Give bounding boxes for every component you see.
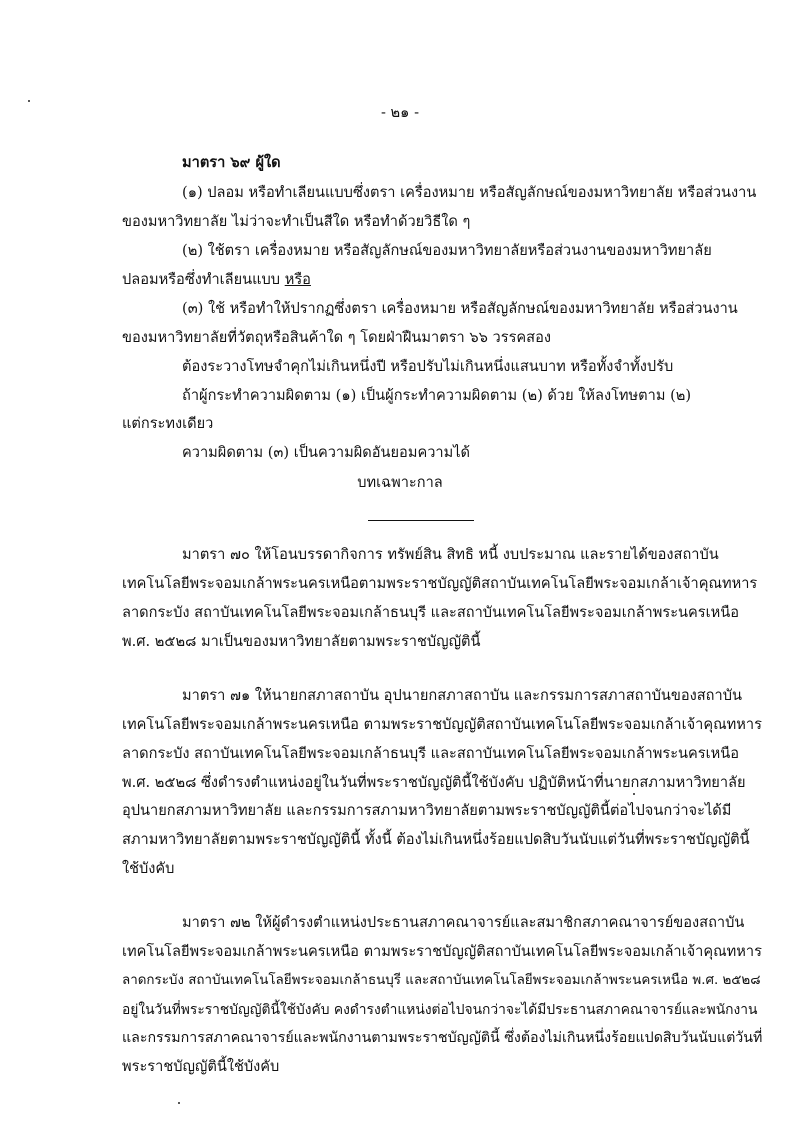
section-71-line: ลาดกระบัง สถาบันเทคโนโลยีพระจอมเกล้าธนบุรี และสถาบันเทคโนโลยีพระจอมเกล้าพระนครเหนือ	[122, 745, 739, 762]
section-71-line: สภามหาวิทยาลัยตามพระราชบัญญัตินี้ ทั้งนี้ ต้องไม่เกินหนึ่งร้อยแปดสิบวันนับแต่วันที่พระราชบัญญัตินี้	[122, 831, 750, 848]
section-69-line: แต่กระทงเดียว	[122, 415, 214, 432]
section-70-line: มาตรา ๗๐ ให้โอนบรรดากิจการ ทรัพย์สิน สิทธิ หนี้ งบประมาณ และรายได้ของสถาบัน	[182, 546, 719, 563]
section-71-line: เทคโนโลยีพระจอมเกล้าพระนครเหนือ ตามพระราชบัญญัติสถาบันเทคโนโลยีพระจอมเกล้าเจ้าคุณทหาร	[122, 716, 762, 733]
section-69-line: ของมหาวิทยาลัยที่วัตถุหรือสินค้าใด ๆ โดยฝ่าฝืนมาตรา ๖๖ วรรคสอง	[122, 329, 551, 346]
section-69-line: ความผิดตาม (๓) เป็นความผิดอันยอมความได้	[182, 444, 471, 461]
section-72-line: และกรรมการสภาคณาจารย์และพนักงานตามพระราชบัญญัตินี้ ซึ่งต้องไม่เกินหนึ่งร้อยแปดสิบวันนับแต่วันที่	[122, 1030, 763, 1046]
section-72-line: พระราชบัญญัตินี้ใช้บังคับ	[122, 1058, 280, 1075]
section-72-line: อยู่ในวันที่พระราชบัญญัตินี้ใช้บังคับ คงดำรงตำแหน่งต่อไปจนกว่าจะได้มีประธานสภาคณาจารย์และพนักงาน	[122, 1002, 758, 1018]
section-69-line: (๒) ใช้ตรา เครื่องหมาย หรือสัญลักษณ์ของมหาวิทยาลัยหรือส่วนงานของมหาวิทยาลัย	[182, 242, 712, 259]
section-72-line: มาตรา ๗๒ ให้ผู้ดำรงตำแหน่งประธานสภาคณาจารย์และสมาชิกสภาคณาจารย์ของสถาบัน	[182, 914, 745, 931]
section-69-line: (๓) ใช้ หรือทำให้ปรากฏซึ่งตรา เครื่องหมาย หรือสัญลักษณ์ของมหาวิทยาลัย หรือส่วนงาน	[182, 300, 738, 317]
section-71-line: มาตรา ๗๑ ให้นายกสภาสถาบัน อุปนายกสภาสถาบัน และกรรมการสภาสถาบันของสถาบัน	[182, 687, 742, 704]
scan-speck	[178, 1102, 180, 1104]
section-69-text: ปลอมหรือซึ่งทำเลียนแบบ	[122, 271, 285, 288]
section-70-line: ลาดกระบัง สถาบันเทคโนโลยีพระจอมเกล้าธนบุรี และสถาบันเทคโนโลยีพระจอมเกล้าพระนครเหนือ	[122, 604, 739, 621]
scan-speck	[28, 100, 30, 102]
chapter-divider	[368, 520, 474, 521]
section-69-line	[122, 270, 311, 290]
section-69-line: ต้องระวางโทษจำคุกไม่เกินหนึ่งปี หรือปรับไม่เกินหนึ่งแสนบาท หรือทั้งจำทั้งปรับ	[182, 358, 674, 375]
section-69-line: ของมหาวิทยาลัย ไม่ว่าจะทำเป็นสีใด หรือทำด้วยวิธีใด ๆ	[122, 213, 471, 230]
section-72-line: ลาดกระบัง สถาบันเทคโนโลยีพระจอมเกล้าธนบุรี และสถาบันเทคโนโลยีพระจอมเกล้าพระนครเหนือ พ.ศ. ๒๕๒๘	[122, 973, 761, 988]
section-69-heading: มาตรา ๖๙ ผู้ใด	[182, 154, 281, 171]
chapter-title: บทเฉพาะกาล	[357, 474, 443, 491]
section-70-line: พ.ศ. ๒๕๒๘ มาเป็นของมหาวิทยาลัยตามพระราชบัญญัตินี้	[122, 633, 481, 650]
section-69-line: ถ้าผู้กระทำความผิดตาม (๑) เป็นผู้กระทำความผิดตาม (๒) ด้วย ให้ลงโทษตาม (๒)	[182, 387, 692, 404]
section-69-line: (๑) ปลอม หรือทำเลียนแบบซึ่งตรา เครื่องหมาย หรือสัญลักษณ์ของมหาวิทยาลัย หรือส่วนงาน	[182, 184, 757, 201]
scan-speck	[633, 793, 635, 795]
section-72-line: เทคโนโลยีพระจอมเกล้าพระนครเหนือ ตามพระราชบัญญัติสถาบันเทคโนโลยีพระจอมเกล้าเจ้าคุณทหาร	[122, 943, 762, 960]
section-71-line: อุปนายกสภามหาวิทยาลัย และกรรมการสภามหาวิทยาลัยตามพระราชบัญญัตินี้ต่อไปจนกว่าจะได้มี	[122, 802, 732, 819]
section-71-line: พ.ศ. ๒๕๒๘ ซึ่งดำรงตำแหน่งอยู่ในวันที่พระราชบัญญัตินี้ใช้บังคับ ปฏิบัติหน้าที่นายกสภามหาวิทยาลัย	[122, 774, 746, 791]
section-70-line: เทคโนโลยีพระจอมเกล้าพระนครเหนือตามพระราชบัญญัติสถาบันเทคโนโลยีพระจอมเกล้าเจ้าคุณทหาร	[122, 575, 758, 592]
section-71-line: ใช้บังคับ	[122, 860, 175, 877]
section-69-underlined-word: หรือ	[284, 271, 311, 288]
page-number: - ๒๑ -	[380, 104, 420, 121]
